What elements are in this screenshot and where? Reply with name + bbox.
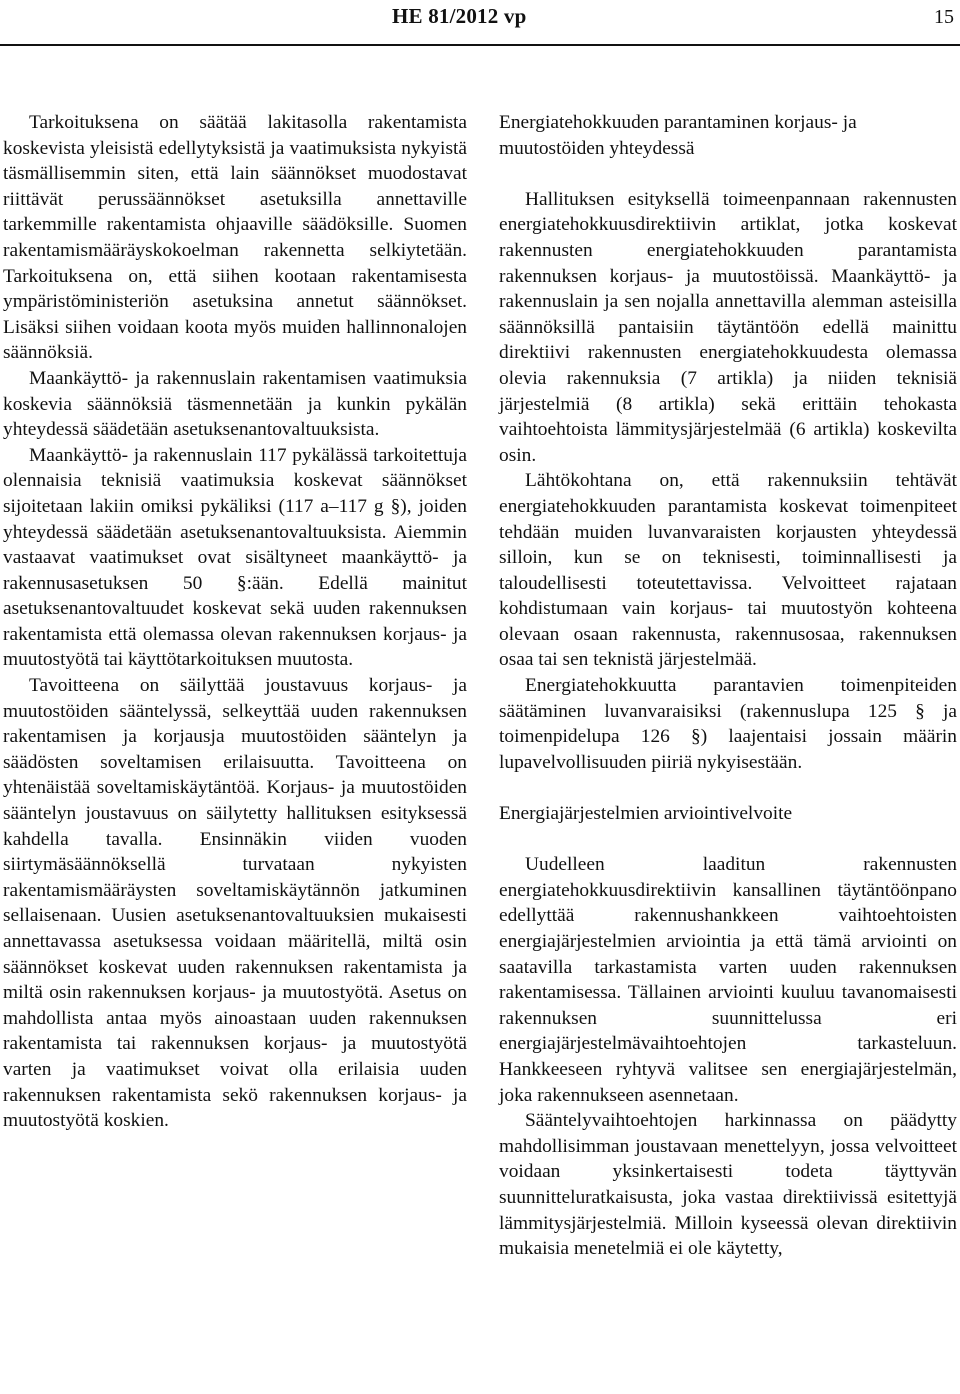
header-rule: [0, 44, 960, 46]
paragraph: Sääntelyvaihtoehtojen harkinnassa on päädytty mahdollisimman joustavaan menettelyyn, jossa velvoitteet voidaan yksinkertaisesti todeta täyttyvän suunnitteluratkaisusta, joka vastaa direktiivissä esitettyjä lämmitysjärjestelmiä. Milloin kyseessä olevan direktiivin mukaisia menetelmiä ei ole käytetty,: [499, 1110, 957, 1260]
document-identifier: HE 81/2012 vp: [392, 4, 527, 28]
section-heading: Energiatehokkuuden parantaminen korjaus- ja muutostöiden yhteydessä: [499, 112, 857, 159]
paragraph: Tavoitteena on säilyttää joustavuus korjaus- ja muutostöiden sääntelyssä, selkeyttää uuden rakennuksen rakentamisen ja korjausja muutostöiden sääntelyn ja säädösten soveltamisen erilaisuutta. Tavoitteena on yhtenäistää soveltamiskäytäntöä. Korjaus- ja muutostöiden sääntelyn joustavuus on säilytetty hallituksen esityksessä kahdella tavalla. Ensinnäkin viiden vuoden siirtymäsäännöksellä turvataan nykyisten rakentamismääräysten soveltamiskäytännön jatkuminen sellaisenaan. Uusien asetuksenantovaltuuksien mukaisesti annettavassa asetuksessa voidaan määritellä, miltä osin säännökset koskevat uuden rakennuksen rakentamista ja miltä osin rakennuksen korjaus- ja muutostyötä. Asetus on mahdollista antaa myös ainoastaan uuden rakennuksen rakentamista tai rakennuksen korjaus- ja muutostyötä varten ja vaatimukset voivat olla erilaisia uuden rakennuksen rakentamista sekö rakennuksen korjaus- ja muutostyötä koskien.: [3, 675, 467, 1132]
section-heading: Energiajärjestelmien arviointivelvoite: [499, 803, 793, 825]
left-column: [3, 110, 467, 1134]
paragraph: Energiatehokkuutta parantavien toimenpiteiden säätäminen luvanvaraisiksi (rakennuslupa 125 § ja toimenpidelupa 126 §) laajentaisi jossain määrin lupavelvollisuuden piiriä nykyisestään.: [499, 675, 957, 773]
paragraph: Maankäyttö- ja rakennuslain 117 pykälässä tarkoitettuja olennaisia teknisiä vaatimuksia koskevat säännökset sijoitetaan lakiin omiksi pykäliksi (117 a–117 g §), joiden yhteydessä säädetään asetuksenantovaltuuksista. Aiemmin vastaavat vaatimukset ovat sisältyneet maankäyttö- ja rakennusasetuksen 50 §:ään. Edellä mainitut asetuksenantovaltuudet koskevat sekä uuden rakennuksen rakentamista että olemassa olevan rakennuksen korjaus- ja muutostyötä tai käyttötarkoituksen muutosta.: [3, 444, 467, 671]
paragraph: Tarkoituksena on säätää lakitasolla rakentamista koskevista yleisistä edellytyksistä ja vaatimuksista nykyistä täsmällisemmin siten, että lain säännökset muodostavat riittävät perussäännökset asetuksilla annettaville tarkemmille rakentamista ohjaaville säädöksille. Suomen rakentamismääräyskokoelman rakennetta selkiytetään. Tarkoituksena on, että siihen kootaan rakentamisesta ympäristöministeriön asetuksina annetut säännökset. Lisäksi siihen voidaan koota myös muiden hallinnonalojen säännöksiä.: [3, 112, 467, 364]
paragraph: Hallituksen esityksellä toimeenpannaan rakennusten energiatehokkuusdirektiivin artiklat, jotka koskevat rakennusten energiatehokkuuden parantamista rakennuksen korjaus- ja muutostöissä. Maankäyttö- ja rakennuslain ja sen nojalla annettavilla alemman asteisilla säännöksillä pantaisiin täytäntöön edellä mainittu direktiivi rakennusten energiatehokkuudesta olemassa olevia rakennuksia (7 artikla) ja niiden teknisiä järjestelmiä (8 artikla) sekä erittäin tehokasta vaihtoehtoista lämmitysjärjestelmää (6 artikla) koskevilta osin.: [499, 188, 957, 466]
paragraph: Uudelleen laaditun rakennusten energiatehokkuusdirektiivin kansallinen täytäntöönpano edellyttää rakennushankkeen vaihtoehtoisten energiajärjestelmien arviointia ja että tämä arviointi on saatavilla tarkastamista varten uuden rakennuksen rakentamisessa. Tällainen arviointi kuuluu tavanomaisesti rakennuksen suunnittelussa eri energiajärjestelmävaihtoehtojen tarkasteluun. Hankkeeseen ryhtyvä valitsee sen energiajärjestelmän, joka rakennukseen asennetaan.: [499, 854, 957, 1106]
paragraph: Lähtökohtana on, että rakennuksiin tehtävät energiatehokkuuden parantamista koskevat toimenpiteet tehdään muiden luvanvaraisten korjausten yhteydessä silloin, kun se on teknisesti, toiminnallisesti ja taloudellisesti toteutettavissa. Velvoitteet rajataan kohdistumaan vain korjaus- tai muutostyön kohteena olevaan osaan rakennusta, rakennusosaa, rakennuksen osaa tai sen teknistä järjestelmää.: [499, 470, 957, 671]
page-number: 15: [934, 6, 954, 28]
page-header: [0, 0, 960, 40]
paragraph: Maankäyttö- ja rakennuslain rakentamisen vaatimuksia koskevia säännöksiä täsmennetään ja kunkin pykälän yhteydessä säädetään asetuksenantovaltuuksista.: [3, 367, 467, 441]
right-column: [499, 110, 957, 1262]
